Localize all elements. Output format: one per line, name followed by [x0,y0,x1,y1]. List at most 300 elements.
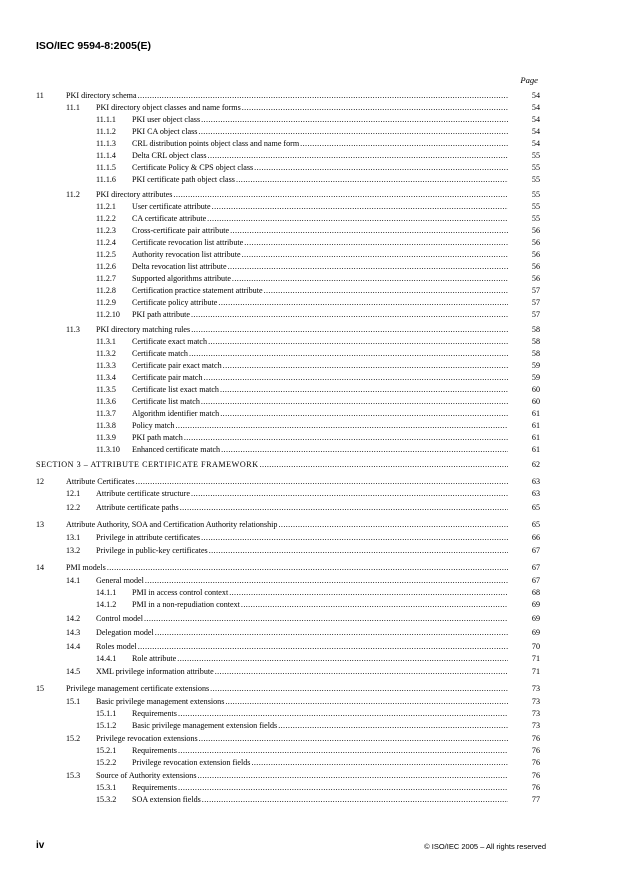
toc-entry-number: 11.3.3 [96,361,116,370]
toc-entry-number: 11.2.6 [96,262,116,271]
toc-entry-title: Certificate policy attribute [132,298,218,307]
toc-entry-title: Certificate match [132,349,188,358]
toc-entry-page: 57 [531,286,540,295]
toc-entry[interactable] [96,163,540,175]
toc-entry[interactable] [66,576,540,588]
toc-entry[interactable] [96,409,540,421]
toc-entry[interactable] [96,721,540,733]
toc-entry-number: 11.3.5 [96,385,116,394]
toc-entry-page: 62 [531,460,540,469]
toc-entry-title-area [132,163,508,172]
toc-entry-title-area [132,127,508,136]
toc-entry[interactable] [66,734,540,746]
dot-leader [204,373,508,382]
toc-entry-title: PKI path attribute [132,310,190,319]
toc-entry-page: 66 [531,533,540,542]
toc-entry[interactable] [36,563,540,575]
toc-entry-page: 54 [531,91,540,100]
toc-entry-number: 11.2 [66,190,80,199]
dot-leader [260,460,508,469]
toc-entry-page: 76 [531,734,540,743]
toc-entry-number: 14.1.1 [96,588,117,597]
dot-leader [207,214,508,223]
toc-entry-title: Attribute Certificates [66,477,135,486]
toc-entry[interactable] [96,298,540,310]
toc-entry[interactable] [66,103,540,115]
toc-entry[interactable] [66,325,540,337]
toc-entry[interactable] [96,337,540,349]
toc-entry-page: 58 [531,337,540,346]
toc-entry-title: CRL distribution points object class and name form [132,139,300,148]
toc-entry-title-area [132,226,508,235]
toc-entry[interactable] [96,238,540,250]
toc-entry-page: 73 [531,697,540,706]
toc-entry-title: Certificate exact match [132,337,208,346]
toc-entry-number: 11.3.8 [96,421,116,430]
dot-leader [191,310,508,319]
toc-entry-title-area [96,190,508,199]
toc-entry-number: 14.1.2 [96,600,117,609]
toc-entry-title: PKI directory object classes and name forms [96,103,241,112]
toc-entry-number: 11.3.6 [96,397,116,406]
toc-entry[interactable] [36,91,540,103]
toc-entry-page: 68 [531,588,540,597]
toc-entry-title: SECTION 3 – ATTRIBUTE CERTIFICATE FRAMEWORK [36,460,259,469]
toc-entry-title-area [132,238,508,247]
toc-entry-number: 15 [36,684,45,693]
toc-entry-number: 11.2.2 [96,214,116,223]
toc-entry-title-area [132,298,508,307]
toc-entry-page: 59 [531,361,540,370]
toc-entry-title-area [96,489,508,498]
toc-entry[interactable] [66,190,540,202]
toc-entry[interactable] [96,709,540,721]
toc-entry-number: 11.1.4 [96,151,116,160]
toc-entry[interactable] [96,127,540,139]
footer-copyright: © ISO/IEC 2005 – All rights reserved [424,842,546,851]
footer-page-number: iv [36,840,45,851]
toc-entry-page: 56 [531,238,540,247]
toc-entry-title: Algorithm identifier match [132,409,220,418]
toc-entry-title-area [66,477,508,486]
toc-entry[interactable] [96,654,540,666]
toc-entry[interactable] [96,397,540,409]
toc-entry-title: General model [96,576,144,585]
toc-entry-number: 11.1.1 [96,115,116,124]
dot-leader [155,628,508,637]
toc-entry-number: 15.3.1 [96,783,117,792]
toc-entry-page: 73 [531,721,540,730]
dot-leader [220,409,508,418]
toc-entry-number: 15.1.2 [96,721,117,730]
dot-leader [264,286,508,295]
toc-entry[interactable] [66,667,540,679]
toc-entry-page: 55 [531,163,540,172]
dot-leader [107,563,508,572]
toc-entry-number: 11.2.9 [96,298,116,307]
toc-entry-title-area [132,250,508,259]
dot-leader [225,697,508,706]
toc-entry-title: Basic privilege management extension fields [132,721,278,730]
toc-entry-title: Attribute certificate paths [96,503,179,512]
toc-entry-number: 11.1.6 [96,175,116,184]
toc-entry-page: 67 [531,563,540,572]
toc-entry-title: Basic privilege management extensions [96,697,225,706]
toc-entry-number: 11.2.3 [96,226,116,235]
toc-entry-page: 71 [531,667,540,676]
dot-leader [244,238,508,247]
toc-entry-title-area [96,697,508,706]
toc-entry-title: Roles model [96,642,137,651]
toc-entry-number: 12 [36,477,45,486]
toc-entry-page: 54 [531,115,540,124]
toc-entry-number: 11.1 [66,103,80,112]
toc-entry-title-area [96,734,508,743]
dot-leader [173,190,508,199]
toc-entry-title-area [132,721,508,730]
toc-entry-number: 15.3.2 [96,795,117,804]
toc-entry-title-area [66,684,508,693]
toc-entry[interactable] [36,477,540,489]
toc-entry-page: 69 [531,614,540,623]
toc-entry-title-area [132,151,508,160]
toc-entry[interactable] [96,746,540,758]
toc-entry-number: 13.1 [66,533,81,542]
toc-entry-title-area [132,421,508,430]
toc-entry[interactable] [96,175,540,187]
toc-entry-title: Requirements [132,746,177,755]
toc-entry[interactable] [96,349,540,361]
toc-entry-page: 57 [531,298,540,307]
toc-entry[interactable] [96,202,540,214]
toc-entry-page: 73 [531,709,540,718]
toc-entry[interactable] [96,385,540,397]
toc-entry[interactable] [96,373,540,385]
toc-entry-number: 14.1 [66,576,81,585]
toc-entry[interactable] [36,684,540,696]
toc-entry-title-area [96,614,508,623]
toc-entry-page: 55 [531,175,540,184]
toc-entry-page: 73 [531,684,540,693]
toc-entry-title-area [132,349,508,358]
toc-entry-title: Supported algorithms attribute [132,274,231,283]
toc-entry-title: Certificate list match [132,397,200,406]
toc-entry[interactable] [96,250,540,262]
toc-entry-title-area [132,654,508,663]
dot-leader [180,503,508,512]
toc-entry-title-area [96,546,508,555]
toc-entry-title: Privilege revocation extension fields [132,758,251,767]
toc-entry-title: Requirements [132,783,177,792]
toc-entry[interactable] [96,274,540,286]
toc-entry-number: 15.2.2 [96,758,117,767]
toc-entry-number: 11.3.10 [96,445,120,454]
toc-entry-title: PKI directory matching rules [96,325,191,334]
dot-leader [210,684,508,693]
dot-leader [209,546,508,555]
toc-entry-title: Privilege in attribute certificates [96,533,201,542]
toc-entry-title-area [66,91,508,100]
toc-entry-page: 60 [531,385,540,394]
toc-entry-page: 67 [531,576,540,585]
toc-entry-title-area [96,503,508,512]
document-id-header: ISO/IEC 9594-8:2005(E) [36,40,151,52]
toc-entry-number: 11.3 [66,325,80,334]
toc-entry-page: 61 [531,433,540,442]
toc-entry-page: 54 [531,103,540,112]
toc-entry[interactable] [36,460,540,472]
toc-entry-title-area [132,202,508,211]
toc-entry-number: 11.2.10 [96,310,120,319]
dot-leader [228,262,508,271]
toc-entry-page: 63 [531,477,540,486]
toc-entry-title-area [132,139,508,148]
toc-entry-title-area [66,563,508,572]
dot-leader [198,127,508,136]
dot-leader [201,397,508,406]
toc-entry-number: 11.3.9 [96,433,116,442]
toc-entry-page: 69 [531,628,540,637]
toc-entry-page: 63 [531,489,540,498]
toc-entry-page: 57 [531,310,540,319]
toc-entry-page: 61 [531,445,540,454]
dot-leader [220,385,508,394]
toc-entry-title: Role attribute [132,654,177,663]
toc-entry-number: 11.2.7 [96,274,116,283]
toc-entry-title-area [132,361,508,370]
toc-entry[interactable] [96,445,540,457]
toc-entry-title: Authority revocation list attribute [132,250,241,259]
toc-entry-page: 55 [531,190,540,199]
toc-entry-page: 77 [531,795,540,804]
toc-entry-page: 56 [531,226,540,235]
toc-entry-number: 15.1.1 [96,709,117,718]
toc-entry-number: 12.1 [66,489,81,498]
toc-entry-number: 14.3 [66,628,81,637]
toc-entry-page: 67 [531,546,540,555]
toc-entry[interactable] [96,151,540,163]
toc-entry[interactable] [66,533,540,545]
dot-leader [242,250,508,259]
toc-entry-title-area [96,325,508,334]
toc-entry-title-area [132,286,508,295]
dot-leader [175,421,508,430]
toc-entry[interactable] [96,758,540,770]
dot-leader [208,151,508,160]
dot-leader [201,115,508,124]
toc-entry-title: PMI in access control context [132,588,229,597]
toc-entry-number: 14 [36,563,45,572]
dot-leader [145,576,508,585]
toc-entry-title: Certificate revocation list attribute [132,238,244,247]
toc-entry-title-area [36,460,508,469]
toc-entry-title-area [132,262,508,271]
toc-entry-title: PMI in a non-repudiation context [132,600,240,609]
dot-leader [144,614,508,623]
toc-entry-title: Enhanced certificate match [132,445,221,454]
toc-entry-title: PKI certificate path object class [132,175,235,184]
toc-entry[interactable] [66,628,540,640]
toc-entry-title-area [132,758,508,767]
toc-entry-title: PKI user object class [132,115,201,124]
page-column-label: Page [520,75,538,85]
dot-leader [138,642,508,651]
toc-entry-title-area [96,533,508,542]
toc-entry-title-area [132,445,508,454]
dot-leader [191,325,508,334]
toc-entry[interactable] [66,489,540,501]
toc-entry-title: PKI directory schema [66,91,137,100]
toc-entry-title-area [132,433,508,442]
toc-entry-number: 11.3.7 [96,409,116,418]
toc-entry-title: Certificate Policy & CPS object class [132,163,254,172]
toc-entry-title-area [132,783,508,792]
dot-leader [199,734,508,743]
toc-entry-number: 11 [36,91,44,100]
toc-entry-number: 11.2.1 [96,202,116,211]
toc-entry-title: Delta revocation list attribute [132,262,227,271]
dot-leader [251,758,508,767]
toc-entry-title-area [96,103,508,112]
dot-leader [215,667,508,676]
toc-entry[interactable] [66,503,540,515]
toc-entry-title-area [132,373,508,382]
toc-entry[interactable] [36,520,540,532]
dot-leader [232,274,508,283]
toc-entry-title-area [132,115,508,124]
toc-entry-page: 58 [531,349,540,358]
toc-entry-number: 15.2 [66,734,81,743]
toc-entry-title: Privilege in public-key certificates [96,546,208,555]
dot-leader [136,477,508,486]
toc-entry-page: 54 [531,127,540,136]
toc-entry-title: Attribute Authority, SOA and Certification Authority relationship [66,520,278,529]
toc-entry-title-area [132,274,508,283]
toc-entry[interactable] [96,214,540,226]
toc-entry-page: 61 [531,409,540,418]
dot-leader [212,202,508,211]
toc-entry-title-area [132,409,508,418]
toc-entry-title-area [132,175,508,184]
toc-entry-number: 11.1.2 [96,127,116,136]
dot-leader [278,520,508,529]
toc-entry-title: Source of Authority extensions [96,771,197,780]
toc-entry-page: 65 [531,520,540,529]
dot-leader [208,337,508,346]
toc-entry[interactable] [96,310,540,322]
toc-entry[interactable] [66,697,540,709]
toc-entry-page: 60 [531,397,540,406]
toc-entry-page: 56 [531,250,540,259]
toc-entry-title: Privilege revocation extensions [96,734,198,743]
toc-entry[interactable] [96,286,540,298]
toc-entry-title-area [132,397,508,406]
toc-entry[interactable] [96,361,540,373]
toc-entry-number: 11.2.5 [96,250,116,259]
dot-leader [242,103,508,112]
dot-leader [189,349,508,358]
toc-entry-title: SOA extension fields [132,795,201,804]
dot-leader [191,489,508,498]
dot-leader [178,783,508,792]
dot-leader [184,433,508,442]
toc-entry-page: 69 [531,600,540,609]
toc-entry-title: Cross-certificate pair attribute [132,226,230,235]
toc-entry[interactable] [66,771,540,783]
dot-leader [254,163,508,172]
toc-entry[interactable] [96,139,540,151]
toc-entry[interactable] [96,588,540,600]
toc-entry[interactable] [96,421,540,433]
toc-entry-number: 11.2.4 [96,238,116,247]
toc-entry-title: PMI models [66,563,106,572]
toc-entry-number: 15.1 [66,697,81,706]
toc-entry-number: 14.5 [66,667,81,676]
toc-entry[interactable] [96,433,540,445]
dot-leader [178,746,508,755]
toc-entry-title-area [132,214,508,223]
toc-entry[interactable] [96,226,540,238]
toc-entry-title: CA certificate attribute [132,214,207,223]
toc-entry-page: 59 [531,373,540,382]
toc-entry-title-area [96,576,508,585]
toc-entry-title-area [66,520,508,529]
toc-entry[interactable] [96,795,540,807]
toc-entry-number: 11.3.1 [96,337,116,346]
toc-entry-title-area [132,337,508,346]
toc-entry-page: 76 [531,758,540,767]
dot-leader [201,533,508,542]
dot-leader [218,298,508,307]
toc-entry-title: PKI directory attributes [96,190,173,199]
toc-entry-page: 58 [531,325,540,334]
toc-entry-number: 15.2.1 [96,746,117,755]
dot-leader [278,721,508,730]
toc-entry-number: 14.4.1 [96,654,117,663]
toc-entry-number: 11.3.4 [96,373,116,382]
toc-entry-page: 71 [531,654,540,663]
dot-leader [138,91,508,100]
dot-leader [202,795,508,804]
dot-leader [221,445,508,454]
toc-entry-title: XML privilege information attribute [96,667,214,676]
toc-entry[interactable] [66,614,540,626]
toc-entry-title: Certification practice statement attribute [132,286,263,295]
toc-entry-title-area [132,588,508,597]
toc-entry-title: Delta CRL object class [132,151,207,160]
toc-entry-title-area [96,642,508,651]
toc-entry-number: 11.3.2 [96,349,116,358]
toc-entry[interactable] [66,642,540,654]
toc-entry-title-area [132,310,508,319]
toc-entry[interactable] [96,783,540,795]
toc-entry-title-area [132,600,508,609]
toc-entry-title-area [96,771,508,780]
toc-entry-page: 76 [531,783,540,792]
toc-entry-title: Certificate pair match [132,373,203,382]
toc-entry-page: 55 [531,151,540,160]
dot-leader [177,654,508,663]
toc-entry-page: 65 [531,503,540,512]
dot-leader [230,226,508,235]
toc-entry-page: 56 [531,274,540,283]
toc-entry[interactable] [96,115,540,127]
toc-entry[interactable] [66,546,540,558]
toc-entry-title-area [132,746,508,755]
toc-entry[interactable] [96,600,540,612]
toc-entry[interactable] [96,262,540,274]
toc-entry-page: 56 [531,262,540,271]
